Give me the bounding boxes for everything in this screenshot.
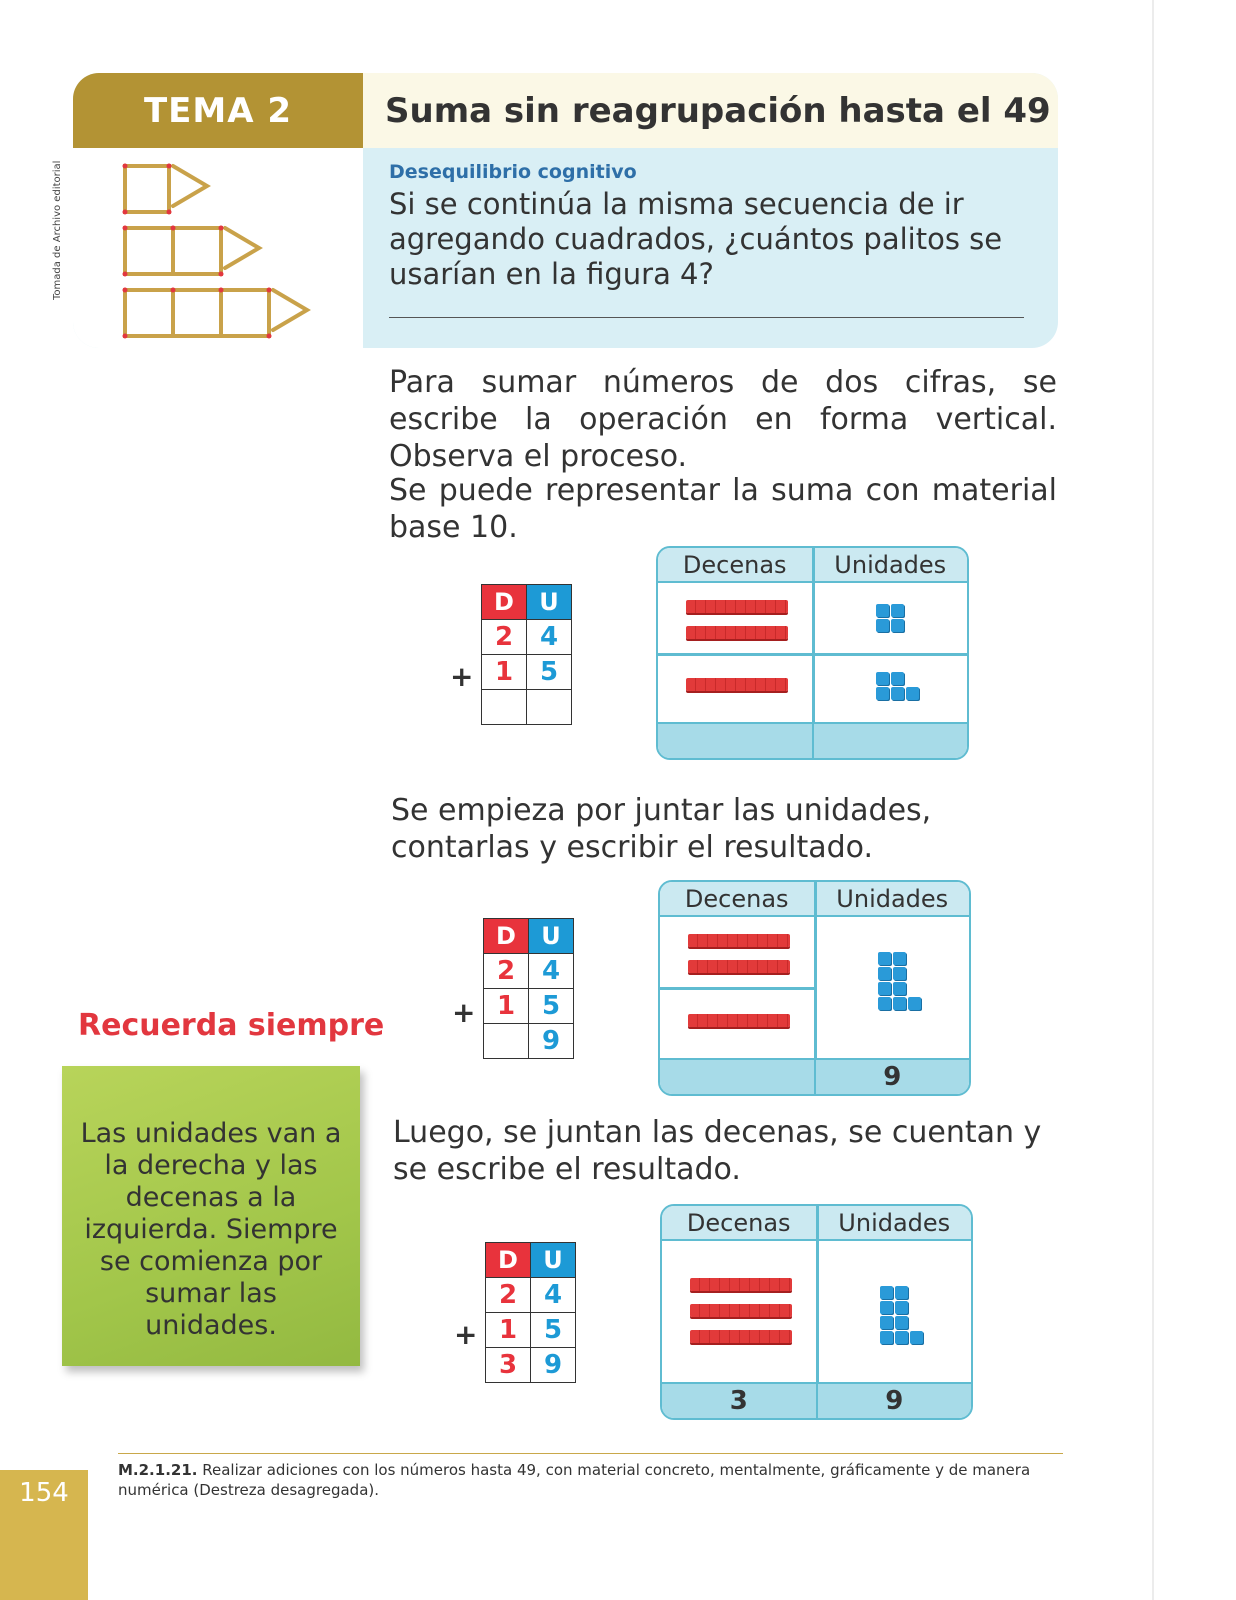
ten-rod: [688, 960, 790, 973]
standard-description: Realizar adiciones con los números hasta 49, con material concreto, mentalmente, gráficamente y de manera numérica (Destreza desagregada).: [118, 1461, 1031, 1499]
decenas-header: Decenas: [658, 548, 814, 581]
footer-divider: [118, 1453, 1063, 1454]
matchstick-sequence-figure: [73, 148, 363, 348]
ten-rod: [688, 934, 790, 947]
ten-rod: [690, 1304, 792, 1317]
ten-rod: [690, 1330, 792, 1343]
result-tens[interactable]: [482, 690, 527, 725]
du-grid-step-3: [485, 1242, 576, 1383]
unidades-total[interactable]: 9: [885, 1386, 904, 1416]
unit-cube: [891, 672, 904, 685]
result-units[interactable]: 9: [531, 1348, 576, 1383]
answer-line[interactable]: [389, 317, 1024, 318]
d-header: D: [486, 1243, 531, 1278]
intro-paragraph-2: Se puede representar la suma con material base 10.: [389, 473, 1057, 545]
unit-cube: [878, 952, 891, 965]
addend2-units: 5: [527, 655, 572, 690]
unit-cube: [880, 1316, 893, 1329]
addend1-tens: 2: [484, 954, 529, 989]
unit-cube: [893, 997, 906, 1010]
unidades-total[interactable]: 9: [883, 1062, 902, 1092]
addend1-units: 4: [529, 954, 574, 989]
unit-cube: [893, 967, 906, 980]
addend1-units: 4: [531, 1278, 576, 1313]
plus-sign: +: [454, 1318, 478, 1351]
unit-cube: [895, 1286, 908, 1299]
place-value-table-step-2: [658, 880, 971, 1096]
plus-sign: +: [452, 996, 476, 1029]
unit-cube: [893, 952, 906, 965]
standard-code: M.2.1.21.: [118, 1461, 198, 1479]
step-2-text: Se empieza por juntar las unidades, contarlas y escribir el resultado.: [391, 793, 932, 865]
ten-rod: [686, 678, 788, 691]
u-header: U: [527, 585, 572, 620]
curriculum-standard: [118, 1460, 1048, 1500]
recuerda-title: Recuerda siempre: [78, 1008, 385, 1043]
page-edge: [1152, 0, 1154, 1600]
unit-cube: [891, 604, 904, 617]
page-number: 154: [0, 1470, 88, 1600]
unit-cube: [908, 997, 921, 1010]
ten-rod: [690, 1278, 792, 1291]
unit-cube: [895, 1331, 908, 1344]
addend1-tens: 2: [486, 1278, 531, 1313]
decenas-total[interactable]: 3: [662, 1384, 818, 1418]
matchstick-figure-area: [73, 148, 363, 348]
d-header: D: [482, 585, 527, 620]
place-value-table-step-3: [660, 1204, 973, 1420]
unit-cube: [878, 982, 891, 995]
addend2-units: 5: [529, 989, 574, 1024]
addend1-units: 4: [527, 620, 572, 655]
sticky-note-text: Las unidades van a la derecha y las decenas a la izquierda. Siempre se comienza por sumar las unidades.: [80, 1118, 342, 1341]
unit-cube: [910, 1331, 923, 1344]
section-label: Desequilibrio cognitivo: [389, 161, 637, 183]
topic-label: TEMA 2: [73, 73, 363, 148]
side-credit: Tomada de Archivo editorial: [52, 160, 63, 300]
ten-rod: [686, 600, 788, 613]
unit-cube: [893, 982, 906, 995]
du-grid-step-2: [483, 918, 574, 1059]
unit-cube: [891, 619, 904, 632]
addend2-tens: 1: [486, 1313, 531, 1348]
unit-cube: [880, 1301, 893, 1314]
unit-cube: [891, 687, 904, 700]
topic-header: [73, 73, 1058, 348]
question-text: Si se continúa la misma secuencia de ir agregando cuadrados, ¿cuántos palitos se usarían en la figura 4?: [389, 187, 1003, 291]
unidades-header: Unidades: [834, 550, 947, 579]
u-header: U: [529, 919, 574, 954]
unidades-header: Unidades: [838, 1208, 951, 1237]
ten-rod: [688, 1014, 790, 1027]
unit-cube: [876, 619, 889, 632]
unit-cube: [880, 1331, 893, 1344]
unit-cube: [876, 604, 889, 617]
ten-rod: [686, 626, 788, 639]
decenas-total[interactable]: [660, 1060, 816, 1094]
unit-cube: [878, 997, 891, 1010]
addend2-tens: 1: [484, 989, 529, 1024]
unit-cube: [906, 687, 919, 700]
u-header: U: [531, 1243, 576, 1278]
unit-cube: [876, 672, 889, 685]
intro-paragraph-1: Para sumar números de dos cifras, se escribe la operación en forma vertical. Observa el proceso.: [389, 365, 1057, 474]
d-header: D: [484, 919, 529, 954]
unit-cube: [878, 967, 891, 980]
result-tens[interactable]: 3: [486, 1348, 531, 1383]
plus-sign: +: [450, 660, 474, 693]
result-units[interactable]: 9: [529, 1024, 574, 1059]
decenas-total[interactable]: [658, 724, 814, 758]
place-value-table-step-1: [656, 546, 969, 760]
unidades-header: Unidades: [836, 884, 949, 913]
step-3-text: Luego, se juntan las decenas, se cuentan y se escribe el resultado.: [393, 1115, 1042, 1187]
addend2-units: 5: [531, 1313, 576, 1348]
unit-cube: [876, 687, 889, 700]
unit-cube: [880, 1286, 893, 1299]
unidades-total[interactable]: [814, 724, 968, 758]
result-tens[interactable]: [484, 1024, 529, 1059]
topic-title: Suma sin reagrupación hasta el 49: [363, 73, 1058, 148]
decenas-header: Decenas: [660, 882, 816, 915]
unit-cube: [895, 1316, 908, 1329]
decenas-header: Decenas: [662, 1206, 818, 1239]
du-grid-step-1: [481, 584, 572, 725]
addend2-tens: 1: [482, 655, 527, 690]
unit-cube: [895, 1301, 908, 1314]
result-units[interactable]: [527, 690, 572, 725]
addend1-tens: 2: [482, 620, 527, 655]
